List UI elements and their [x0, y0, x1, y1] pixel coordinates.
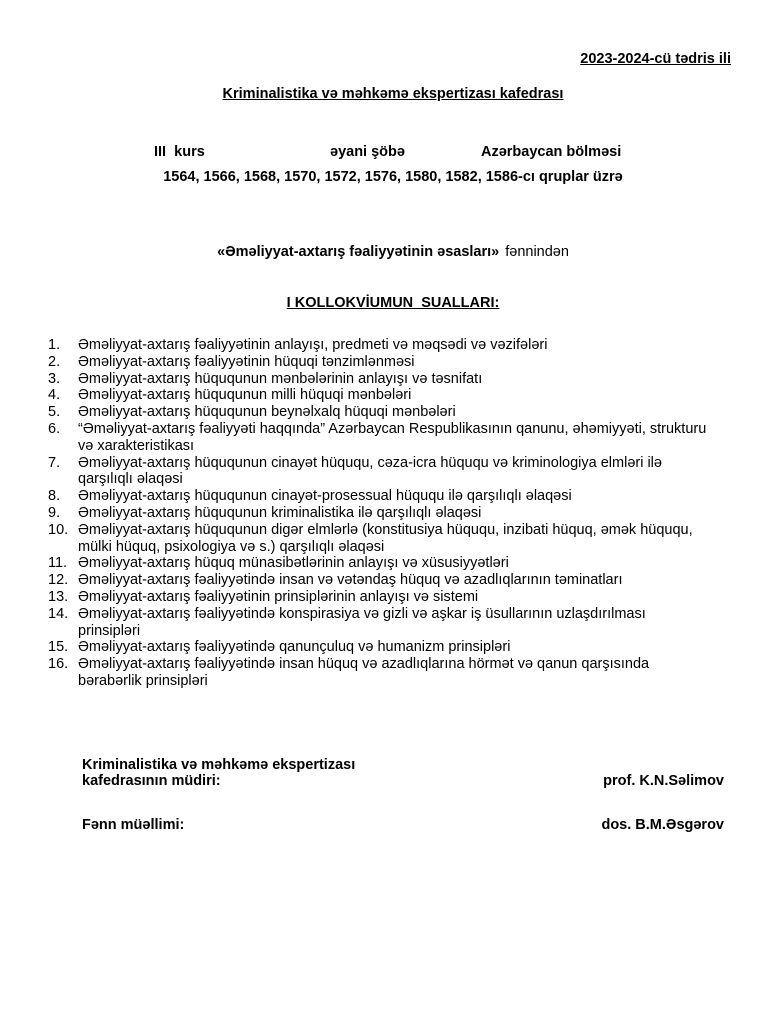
list-item-text: Əməliyyat-axtarış hüququnun digər elmlərlə (konstitusiya hüququ, inzibati hüquq, əmək hüququ, mülki hüquq, psixologiya və s.) qarşılıqlı əlaqəsi: [78, 521, 693, 555]
list-item-number: 15.: [48, 639, 69, 656]
head-name: prof. K.N.Səlimov: [603, 773, 724, 789]
list-item: [48, 589, 708, 606]
list-item: [48, 387, 708, 404]
list-item-number: 4.: [48, 387, 61, 404]
list-item-number: 9.: [48, 504, 61, 521]
section-label: Azərbaycan bölməsi: [481, 144, 622, 160]
subject-name: «Əməliyyat-axtarış fəaliyyətinin əsasları»: [217, 244, 500, 260]
list-item-number: 2.: [48, 353, 61, 370]
list-item: [48, 371, 708, 388]
list-item-number: 5.: [48, 404, 61, 421]
list-item: [48, 421, 708, 455]
list-item-number: 1.: [48, 337, 61, 353]
list-item-number: 16.: [48, 656, 69, 673]
list-item-number: 7.: [48, 454, 61, 471]
list-item-text: Əməliyyat-axtarış hüququnun cinayət hüququ, cəza-icra hüququ və kriminologiya elmləri ilə qarşılıqlı əlaqəsi: [78, 454, 662, 488]
list-item: [48, 572, 708, 589]
list-item-text: Əməliyyat-axtarış hüququnun cinayət-prosessual hüququ ilə qarşılıqlı əlaqəsi: [78, 488, 572, 505]
subject-suffix: fənnindən: [505, 244, 569, 260]
list-item-text: Əməliyyat-axtarış hüququnun milli hüquqi mənbələri: [78, 387, 412, 404]
list-item-number: 10.: [48, 521, 69, 538]
list-item-text: Əməliyyat-axtarış fəaliyyətinin prinsiplərinin anlayışı və sistemi: [78, 588, 479, 605]
subject-line: [0, 244, 768, 260]
list-item: [48, 404, 708, 421]
list-item-number: 13.: [48, 588, 69, 605]
list-item-text: Əməliyyat-axtarış fəaliyyətində qanunçuluq və humanizm prinsipləri: [78, 639, 511, 656]
list-item: [48, 455, 708, 489]
questions-list: [48, 337, 708, 690]
list-item: [48, 354, 708, 371]
list-item-text: Əməliyyat-axtarış hüququnun mənbələrinin anlayışı və təsnifatı: [78, 370, 483, 387]
list-item-text: Əməliyyat-axtarış fəaliyyətində konspirasiya və gizli və aşkar iş üsullarının uzlaşdırılması prinsipləri: [78, 605, 646, 639]
teacher-label: Fənn müəllimi:: [82, 817, 185, 833]
academic-year: 2023-2024-cü tədris ili: [580, 51, 731, 67]
list-item: [48, 639, 708, 656]
list-item-number: 12.: [48, 572, 69, 589]
list-item-text: Əməliyyat-axtarış fəaliyyətinin hüquqi tənzimlənməsi: [78, 353, 415, 370]
teacher-name: dos. B.M.Əsgərov: [601, 817, 724, 833]
list-item-text: Əməliyyat-axtarış hüququnun kriminalistika ilə qarşılıqlı əlaqəsi: [78, 504, 482, 521]
head-title-line2: kafedrasının müdiri:: [82, 773, 221, 789]
list-item: [48, 606, 708, 640]
list-item: [48, 522, 708, 556]
list-item-text: Əməliyyat-axtarış fəaliyyətinin anlayışı, predmeti və məqsədi və vəzifələri: [78, 337, 548, 353]
course-label: III kurs: [154, 144, 205, 160]
list-item: [48, 488, 708, 505]
department-title: Kriminalistika və məhkəmə ekspertizası kafedrası: [222, 86, 564, 102]
groups-line: 1564, 1566, 1568, 1570, 1572, 1576, 1580, 1582, 1586-cı qruplar üzrə: [163, 169, 623, 185]
list-item-number: 3.: [48, 370, 61, 387]
page-heading: I KOLLOKVİUMUN SUALLARI:: [286, 295, 500, 311]
head-title-line1: Kriminalistika və məhkəmə ekspertizası: [82, 757, 356, 773]
list-item: [48, 337, 708, 354]
list-item-number: 6.: [48, 420, 61, 437]
study-form-label: əyani şöbə: [330, 144, 405, 160]
list-item-text: Əməliyyat-axtarış fəaliyyətində insan hüquq və azadlıqlarına hörmət və qanun qarşısında bərabərlik prinsipləri: [78, 656, 650, 689]
list-item: [48, 555, 708, 572]
list-item: [48, 505, 708, 522]
list-item-text: Əməliyyat-axtarış fəaliyyətində insan və vətəndaş hüquq və azadlıqlarının təminatları: [78, 572, 623, 589]
list-item-text: Əməliyyat-axtarış hüququnun beynəlxalq hüquqi mənbələri: [78, 404, 456, 421]
list-item-number: 8.: [48, 488, 61, 505]
list-item-number: 14.: [48, 605, 69, 622]
list-item-number: 11.: [48, 555, 68, 572]
list-item-text: Əməliyyat-axtarış hüquq münasibətlərinin anlayışı və xüsusiyyətləri: [78, 555, 509, 572]
list-item-text: “Əməliyyat-axtarış fəaliyyəti haqqında” Azərbaycan Respublikasının qanunu, əhəmiyyəti, strukturu və xarakteristikası: [78, 420, 707, 454]
list-item: [48, 656, 708, 690]
